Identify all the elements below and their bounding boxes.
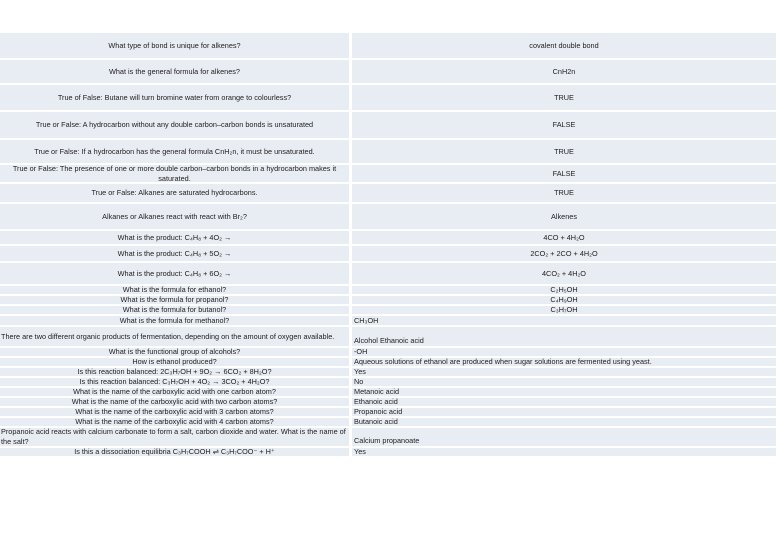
answer-cell: FALSE	[352, 112, 776, 138]
question-cell: There are two different organic products of fermentation, depending on the amount of oxygen available.	[0, 327, 352, 346]
question-cell: What is the name of the carboxylic acid with two carbon atoms?	[0, 398, 352, 406]
question-cell: What type of bond is unique for alkenes?	[0, 33, 352, 58]
table-row	[0, 85, 776, 112]
answer-cell: 2CO₂ + 2CO + 4H₂O	[352, 246, 776, 261]
answer-cell: No	[352, 378, 776, 386]
answer-cell: C₂H₅OH	[352, 286, 776, 294]
answer-cell: -OH	[352, 348, 776, 356]
answer-cell: CH₃OH	[352, 316, 776, 325]
answer-cell: TRUE	[352, 85, 776, 110]
answer-cell: Propanoic acid	[352, 408, 776, 416]
table-row	[0, 184, 776, 204]
answer-cell: 4CO + 4H₂O	[352, 231, 776, 244]
question-cell: Propanoic acid reacts with calcium carbonate to form a salt, carbon dioxide and water. What is the name of the salt?	[0, 428, 352, 446]
table-row	[0, 428, 776, 448]
question-cell: What is the formula for butanol?	[0, 306, 352, 314]
question-cell: What is the formula for propanol?	[0, 296, 352, 304]
table-row	[0, 60, 776, 85]
question-cell: Is this a dissociation equilibria C₃H₇COOH ⇌ C₃H₇COO⁻ + H⁺	[0, 448, 352, 456]
question-cell: What is the product: C₄H₈ + 4O₂ →	[0, 231, 352, 244]
quiz-table	[0, 33, 776, 458]
answer-cell: 4CO₂ + 4H₂O	[352, 263, 776, 284]
question-cell: Alkanes or Alkanes react with react with Br₂?	[0, 204, 352, 229]
answer-cell: Alkenes	[352, 204, 776, 229]
table-row	[0, 306, 776, 316]
question-cell: What is the functional group of alcohols?	[0, 348, 352, 356]
table-row	[0, 296, 776, 306]
answer-cell: C₃H₇OH	[352, 306, 776, 314]
answer-cell: Butanoic acid	[352, 418, 776, 426]
question-cell: Is this reaction balanced: C₃H₇OH + 4O₂ → 3CO₂ + 4H₂O?	[0, 378, 352, 386]
question-cell: True or False: The presence of one or more double carbon–carbon bonds in a hydrocarbon makes it saturated.	[0, 165, 352, 182]
question-cell: What is the formula for ethanol?	[0, 286, 352, 294]
question-cell: True or False: Alkanes are saturated hydrocarbons.	[0, 184, 352, 202]
answer-cell: TRUE	[352, 140, 776, 163]
table-row	[0, 140, 776, 165]
answer-cell: Yes	[352, 368, 776, 376]
table-row	[0, 448, 776, 458]
question-cell: How is ethanol produced?	[0, 358, 352, 366]
table-row	[0, 165, 776, 184]
answer-cell: CnH2n	[352, 60, 776, 83]
question-cell: What is the name of the carboxylic acid with one carbon atom?	[0, 388, 352, 396]
table-row	[0, 112, 776, 140]
question-cell: True of False: Butane will turn bromine water from orange to colourless?	[0, 85, 352, 110]
answer-cell: C₄H₉OH	[352, 296, 776, 304]
question-cell: What is the formula for methanol?	[0, 316, 352, 325]
answer-cell: Aqueous solutions of ethanol are produced when sugar solutions are fermented using yeast.	[352, 358, 776, 366]
table-row	[0, 246, 776, 263]
table-row	[0, 33, 776, 60]
question-cell: True or False: A hydrocarbon without any double carbon–carbon bonds is unsaturated	[0, 112, 352, 138]
table-row	[0, 231, 776, 246]
question-cell: What is the name of the carboxylic acid with 3 carbon atoms?	[0, 408, 352, 416]
answer-cell: Calcium propanoate	[352, 428, 776, 446]
question-cell: True or False: If a hydrocarbon has the general formula CnH₂n, it must be unsaturated.	[0, 140, 352, 163]
answer-cell: Metanoic acid	[352, 388, 776, 396]
question-cell: Is this reaction balanced: 2C₃H₇OH + 9O₂ → 6CO₂ + 8H₂O?	[0, 368, 352, 376]
answer-cell: FALSE	[352, 165, 776, 182]
answer-cell: Ethanoic acid	[352, 398, 776, 406]
answer-cell: covalent double bond	[352, 33, 776, 58]
answer-cell: TRUE	[352, 184, 776, 202]
table-row	[0, 286, 776, 296]
question-cell: What is the name of the carboxylic acid with 4 carbon atoms?	[0, 418, 352, 426]
table-row	[0, 263, 776, 286]
answer-cell: Yes	[352, 448, 776, 456]
table-row	[0, 316, 776, 327]
question-cell: What is the product: C₄H₈ + 6O₂ →	[0, 263, 352, 284]
table-row	[0, 204, 776, 231]
answer-cell: Alcohol Ethanoic acid	[352, 327, 776, 346]
question-cell: What is the product: C₄H₈ + 5O₂ →	[0, 246, 352, 261]
question-cell: What is the general formula for alkenes?	[0, 60, 352, 83]
table-row	[0, 327, 776, 348]
